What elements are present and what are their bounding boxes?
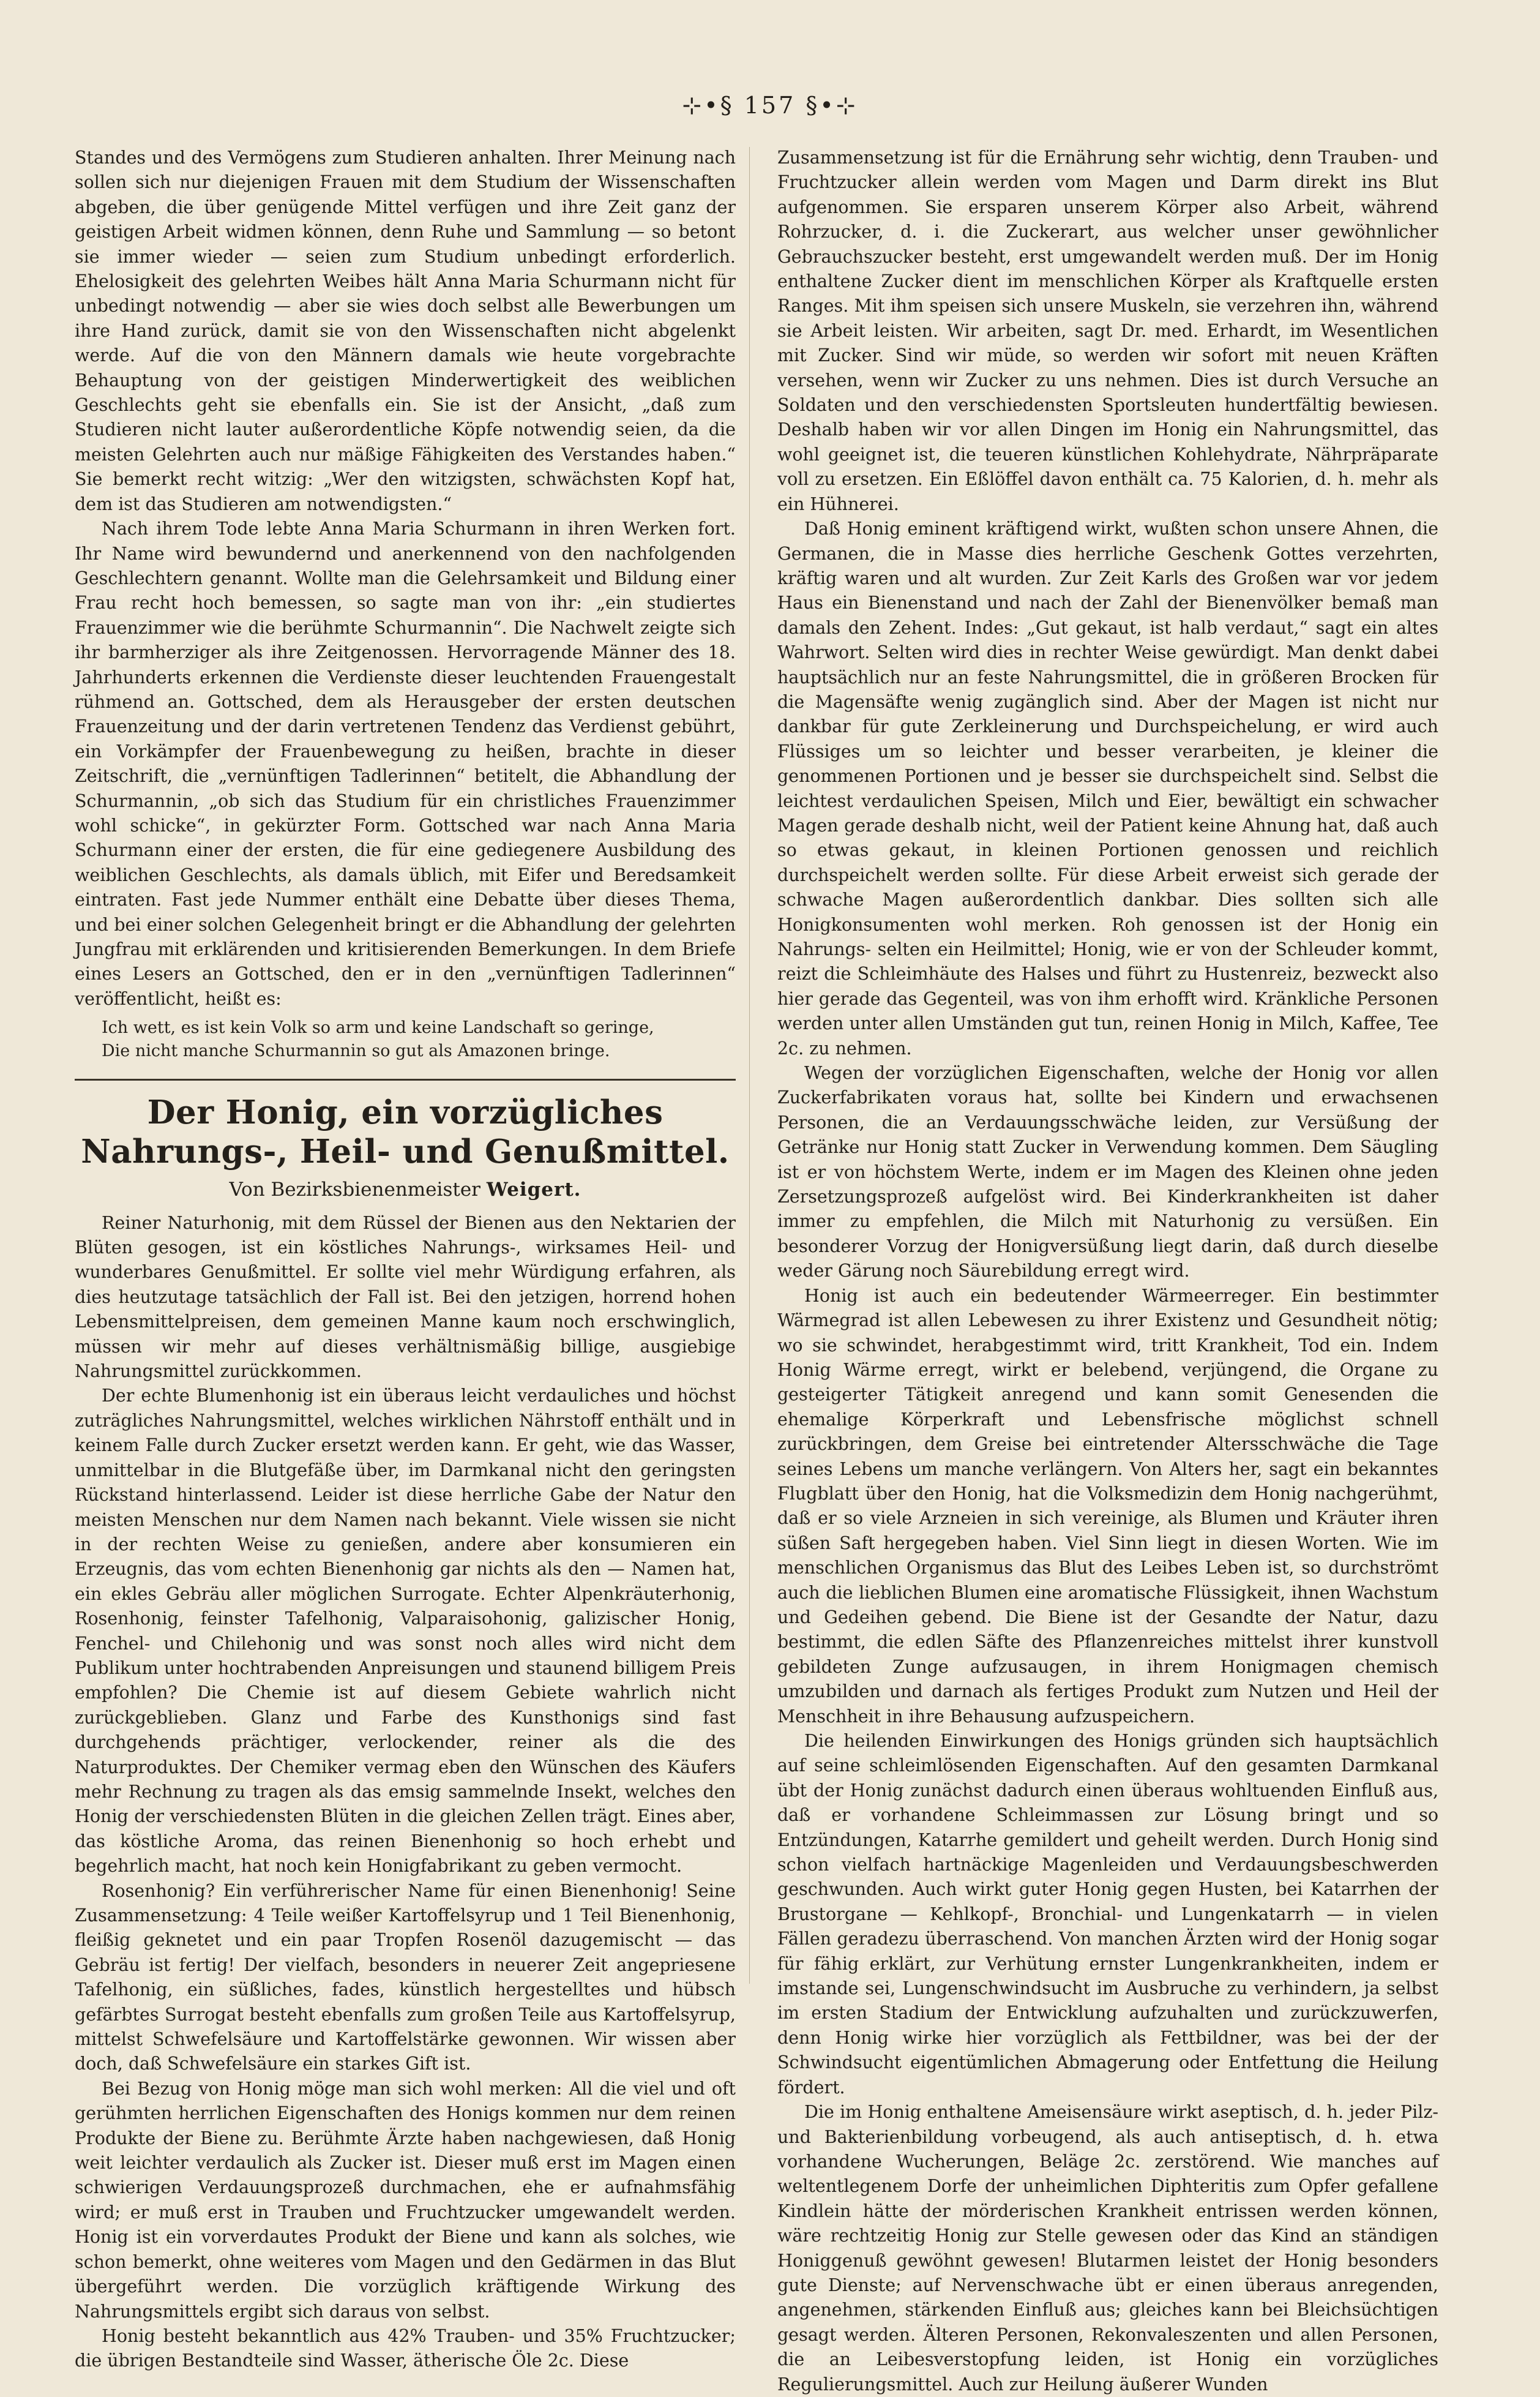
paragraph: Zusammensetzung ist für die Ernährung sehr wichtig, denn Trauben- und Fruchtzucker allein werden vom Magen und Darm direkt ins Blut aufgenommen. Sie ersparen unserem Körper also Arbeit, während Rohrzucker, d. i. die Zuckerart, aus welcher unser gewöhnlicher Gebrauchszucker besteht, erst umgewandelt werden muß. Der im Honig enthaltene Zucker dient im menschlichen Körper als Kraftquelle ersten Ranges. Mit ihm speisen sich unsere Muskeln, sie verzehren ihn, während sie Arbeit leisten. Wir arbeiten, sagt Dr. med. Erhardt, im Wesentlichen mit Zucker. Sind wir müde, so werden wir sofort mit neuen Kräften versehen, wenn wir Zucker zu uns nehmen. Dies ist durch Versuche an Soldaten und den verschiedensten Sportsleuten hundertfältig bewiesen. Deshalb haben wir vor allen Dingen im Honig ein Nahrungsmittel, das wohl geeignet ist, die teueren künstlichen Kohlehydrate, Nährpräparate voll zu ersetzen. Ein Eßlöffel davon enthält ca. 75 Kalorien, d. h. mehr als ein Hühnerei. bbox=[777, 148, 1438, 514]
right-column bbox=[777, 146, 1438, 2397]
byline-prefix: Von Bezirksbienenmeister bbox=[229, 1179, 480, 1201]
paragraph: Die heilenden Einwirkungen des Honigs gründen sich hauptsächlich auf seine schleimlösenden Eigenschaften. Auf den gesamten Darmkanal übt der Honig zunächst dadurch einen überaus wohltuenden Einfluß aus, daß er vorhandene Schleimmassen zur Lösung bringt und so Entzündungen, Katarrhe gemildert und geheilt werden. Durch Honig sind schon vielfach hartnäckige Magenleiden und Verdauungsbeschwerden geschwunden. Auch wirkt guter Honig gegen Husten, bei Katarrhen der Brustorgane — Kehlkopf-, Bronchial- und Lungenkatarrh — in vielen Fällen geradezu überraschend. Von manchen Ärzten wird der Honig sogar für fähig erklärt, zur Verhütung ernster Lungenkrankheiten, indem er imstande sei, Lungenschwindsucht im Ausbruche zu verhindern, ja selbst im ersten Stadium der Entwicklung aufzuhalten und zurückzuwerfen, denn Honig wirke hier vorzüglich als Fettbildner, was bei der der Schwindsucht eigentümlichen Abmagerung oder Entfettung die Heilung fördert. bbox=[777, 1731, 1438, 2098]
article-divider bbox=[75, 1079, 736, 1081]
paragraph: Rosenhonig? Ein verführerischer Name für einen Bienenhonig! Seine Zusammensetzung: 4 Teile weißer Kartoffelsyrup und 1 Teil Bienenhonig, fleißig geknetet und ein paar Tropfen Rosenöl dazugemischt — das Gebräu ist fertig! Der vielfach, besonders in neuerer Zeit angepriesene Tafelhonig, ein süßliches, fades, künstlich hergestelltes und hübsch gefärbtes Surrogat besteht ebenfalls zum großen Teile aus Kartoffelsyrup, mittelst Schwefelsäure und Kartoffelstärke gewonnen. Wir wissen aber doch, daß Schwefelsäure ein starkes Gift ist. bbox=[75, 1880, 736, 2074]
paragraph: Honig ist auch ein bedeutender Wärmeerreger. Ein bestimmter Wärmegrad ist allen Lebewesen zu ihrer Existenz und Gesundheit nötig; wo sie schwindet, herabgestimmt wird, tritt Krankheit, Tod ein. Indem Honig Wärme erregt, wirkt er belebend, verjüngend, die Organe zu gesteigerter Tätigkeit anregend und kann somit Genesenden die ehemalige Körperkraft und Lebensfrische möglichst schnell zurückbringen, dem Greise bei eintretender Altersschwäche die Tage seines Lebens um manche verlängern. Von Alters her, sagt ein bekanntes Flugblatt über den Honig, hat die Volksmedizin dem Honig nachgerühmt, daß er so viele Arzneien in sich vereinige, als Blumen und Kräuter ihren süßen Saft hergegeben haben. Viel Sinn liegt in diesen Worten. Wie im menschlichen Organismus das Blut des Leibes Leben ist, so durchströmt auch die lieblichen Blumen eine aromatische Flüssigkeit, ihnen Wachstum und Gedeihen gebend. Die Biene ist der Gesandte der Natur, dazu bestimmt, die edlen Säfte des Pflanzenreiches mittelst ihrer kunstvoll gebildeten Zunge aufzusaugen, in ihrem Honigmagen chemisch umzubilden und darnach als fertiges Produkt zum Nutzen und Heil der Menschheit in ihre Behausung aufzuspeichern. bbox=[777, 1285, 1438, 1727]
article-title: Der Honig, ein vorzügliches Nahrungs-, Heil- und Genußmittel. bbox=[81, 1093, 730, 1171]
paragraph: Reiner Naturhonig, mit dem Rüssel der Bienen aus den Nektarien der Blüten gesogen, ist ein köstliches Nahrungs-, wirksames Heil- und wunderbares Genußmittel. Er sollte viel mehr Würdigung erfahren, als dies heutzutage tatsächlich der Fall ist. Bei den jetzigen, horrend hohen Lebensmittelpreisen, dem gemeinen Manne kaum noch erschwinglich, müssen wir mehr auf dieses verhältnismäßig billige, ausgiebige Nahrungsmittel zurückkommen. bbox=[75, 1212, 736, 1382]
verse-line: Die nicht manche Schurmannin so gut als Amazonen bringe. bbox=[102, 1041, 610, 1061]
paragraph: Nach ihrem Tode lebte Anna Maria Schurmann in ihren Werken fort. Ihr Name wird bewundernd und anerkennend von den nachfolgenden Geschlechtern genannt. Wollte man die Gelehrsamkeit und Bildung einer Frau recht hoch bemessen, so sagte man von ihr: „ein studiertes Frauenzimmer wie die berühmte Schurmannin“. Die Nachwelt zeigte sich ihr barmherziger als ihre Zeitgenossen. Hervorragende Männer des 18. Jahrhunderts erkennen die Verdienste dieser leuchtenden Frauengestalt rühmend an. Gottsched, dem als Herausgeber der ersten deutschen Frauenzeitung und der darin vertretenen Tendenz das Verdienst gebührt, ein Vorkämpfer der Frauenbewegung zu heißen, brachte in dieser Zeitschrift, die „vernünftigen Tadlerinnen“ betitelt, die Abhandlung der Schurmannin, „ob sich das Studium für ein christliches Frauenzimmer wohl schicke“, in gekürzter Form. Gottsched war nach Anna Maria Schurmann einer der ersten, die für eine gediegenere Ausbildung des weiblichen Geschlechts, als damals üblich, mit Eifer und Beredsamkeit eintraten. Fast jede Nummer enthält eine Debatte über dieses Thema, und bei einer solchen Gelegenheit bringt er die Abhandlung der gelehrten Jungfrau mit erklärenden und kritisierenden Bemerkungen. In dem Briefe eines Lesers an Gottsched, den er in den „vernünftigen Tadlerinnen“ veröffentlicht, heißt es: bbox=[75, 519, 736, 1009]
byline-author: Weigert. bbox=[486, 1179, 581, 1201]
verse-quote bbox=[102, 1016, 736, 1063]
paragraph: Die im Honig enthaltene Ameisensäure wirkt aseptisch, d. h. jeder Pilz- und Bakterienbildung vorbeugend, als auch antiseptisch, d. h. etwa vorhandene Wucherungen, Beläge 2c. zerstörend. Wie manches auf weltentlegenem Dorfe der unheimlichen Diphteritis zum Opfer gefallene Kindlein hätte der mörderischen Krankheit entrissen werden können, wäre rechtzeitig Honig zur Stelle gewesen oder das Kind an ständigen Honiggenuß gewöhnt gewesen! Blutarmen leistet der Honig besonders gute Dienste; auf Nervenschwache übt er einen überaus anregenden, angenehmen, stärkenden Einfluß aus; gleiches kann bei Bleichsüchtigen gesagt werden. Älteren Personen, Rekonvaleszenten und allen Personen, die an Leibesverstopfung leiden, ist Honig ein vorzügliches Regulierungsmittel. Auch zur Heilung äußerer Wunden bbox=[777, 2102, 1438, 2395]
byline bbox=[75, 1177, 736, 1202]
left-column bbox=[75, 146, 736, 2374]
paragraph: Honig besteht bekanntlich aus 42% Trauben- und 35% Fruchtzucker; die übrigen Bestandteile sind Wasser, ätherische Öle 2c. Diese bbox=[75, 2325, 736, 2371]
paragraph: Standes und des Vermögens zum Studieren anhalten. Ihrer Meinung nach sollen sich nur diejenigen Frauen mit dem Studium der Wissenschaften abgeben, die über genügende Mittel verfügen und ihre Zeit ganz der geistigen Arbeit widmen können, denn Ruhe und Sammlung — so betont sie immer wieder — seien zum Studium unbedingt erforderlich. Ehelosigkeit des gelehrten Weibes hält Anna Maria Schurmann nicht für unbedingt notwendig — aber sie wies doch selbst alle Bewerbungen um ihre Hand zurück, damit sie von den Wissenschaften nicht abgelenkt werde. Auf die von den Männern damals wie heute vorgebrachte Behauptung von der geistigen Minderwertigkeit des weiblichen Geschlechts geht sie ebenfalls ein. Sie ist der Ansicht, „daß zum Studieren nicht lauter außerordentliche Köpfe notwendig seien, da die meisten Gelehrten auch nur mäßige Fähigkeiten des Verstandes haben.“ Sie bemerkt recht witzig: „Wer den witzigsten, schwächsten Kopf hat, dem ist das Studieren am notwendigsten.“ bbox=[75, 148, 736, 514]
paragraph: Daß Honig eminent kräftigend wirkt, wußten schon unsere Ahnen, die Germanen, die in Masse dies herrliche Geschenk Gottes verzehrten, kräftig waren und alt wurden. Zur Zeit Karls des Großen war vor jedem Haus ein Bienenstand und nach der Zahl der Bienenvölker bemaß man damals den Zehent. Indes: „Gut gekaut, ist halb verdaut,“ sagt ein altes Wahrwort. Selten wird dies in rechter Weise gewürdigt. Man denkt dabei hauptsächlich nur an feste Nahrungsmittel, die in größeren Brocken für die Magensäfte wenig zugänglich sind. Aber der Magen ist nicht nur dankbar für gute Zerkleinerung und Durchspeichelung, er wird auch Flüssiges um so leichter und besser verarbeiten, je kleiner die genommenen Portionen und je besser sie durchspeichelt sind. Selbst die leichtest verdaulichen Speisen, Milch und Eier, bewältigt ein schwacher Magen gerade deshalb nicht, weil der Patient keine Ahnung hat, daß auch so etwas gekaut, in kleinen Portionen genossen und reichlich durchspeichelt werden sollte. Für diese Arbeit erweist sich gerade der schwache Magen außerordentlich dankbar. Dies sollten sich alle Honigkonsumenten wohl merken. Roh genossen ist der Honig ein Nahrungs- selten ein Heilmittel; Honig, wie er von der Schleuder kommt, reizt die Schleimhäute des Halses und führt zu Hustenreiz, bezweckt also hier gerade das Gegenteil, was von ihm erhofft wird. Kränkliche Personen werden unter allen Umständen gut tun, reinen Honig in Milch, Kaffee, Tee 2c. zu nehmen. bbox=[777, 519, 1438, 1059]
paragraph: Wegen der vorzüglichen Eigenschaften, welche der Honig vor allen Zuckerfabrikaten voraus hat, sollte bei Kindern und erwachsenen Personen, die an Verdauungsschwäche leiden, zur Versüßung der Getränke nur Honig statt Zucker in Verwendung kommen. Dem Säugling ist er von höchstem Werte, indem er im Magen des Kleinen ohne jeden Zersetzungsprozeß aufgelöst wird. Bei Kinderkrankheiten ist daher immer zu empfehlen, die Milch mit Naturhonig zu versüßen. Ein besonderer Vorzug der Honigversüßung liegt darin, daß durch dieselbe weder Gärung noch Säurebildung erregt wird. bbox=[777, 1063, 1438, 1281]
verse-line: Ich wett, es ist kein Volk so arm und keine Landschaft so geringe, bbox=[102, 1018, 654, 1038]
page-number: ⊹•§ 157 §•⊹ bbox=[682, 92, 858, 119]
paragraph: Der echte Blumenhonig ist ein überaus leicht verdauliches und höchst zuträgliches Nahrungsmittel, welches wirklichen Nährstoff enthält und in keinem Falle durch Zucker ersetzt werden kann. Er geht, wie das Wasser, unmittelbar in die Blutgefäße über, im Darmkanal nicht den geringsten Rückstand hinterlassend. Leider ist diese herrliche Gabe der Natur den meisten Menschen nur dem Namen nach bekannt. Viele wissen sie nicht in der rechten Weise zu genießen, andere aber konsumieren ein Erzeugnis, das vom echten Bienenhonig gar nichts als den — Namen hat, ein ekles Gebräu aller möglichen Surrogate. Echter Alpenkräuterhonig, Rosenhonig, feinster Tafelhonig, Valparaisohonig, galizischer Honig, Fenchel- und Chilehonig und was sonst noch alles wird nicht dem Publikum unter hochtrabenden Anpreisungen und staunend billigem Preis empfohlen? Die Chemie ist auf diesem Gebiete wahrlich nicht zurückgeblieben. Glanz und Farbe des Kunsthonigs sind fast durchgehends prächtiger, verlockender, reiner als die des Naturproduktes. Der Chemiker vermag eben den Wünschen des Käufers mehr Rechnung zu tragen als das emsig sammelnde Insekt, welches den Honig der verschiedensten Blüten in die gleichen Zellen trägt. Eines aber, das köstliche Aroma, das reinen Bienenhonig so hoch erhebt und begehrlich macht, hat noch kein Honigfabrikant zu geben vermocht. bbox=[75, 1386, 736, 1877]
column-divider bbox=[749, 147, 750, 1984]
paragraph: Bei Bezug von Honig möge man sich wohl merken: All die viel und oft gerühmten herrlichen Eigenschaften des Honigs kommen nur dem reinen Produkte der Biene zu. Berühmte Ärzte haben nachgewiesen, daß Honig weit leichter verdaulich als Zucker ist. Dieser muß erst im Magen einen schwierigen Verdauungsprozeß durchmachen, ehe er aufnahmsfähig wird; er muß erst in Trauben und Fruchtzucker umgewandelt werden. Honig ist ein vorverdautes Produkt der Biene und kann als solches, wie schon bemerkt, ohne weiteres vom Magen und den Gedärmen in das Blut übergeführt werden. Die vorzüglich kräftigende Wirkung des Nahrungsmittels ergibt sich daraus von selbst. bbox=[75, 2078, 736, 2322]
